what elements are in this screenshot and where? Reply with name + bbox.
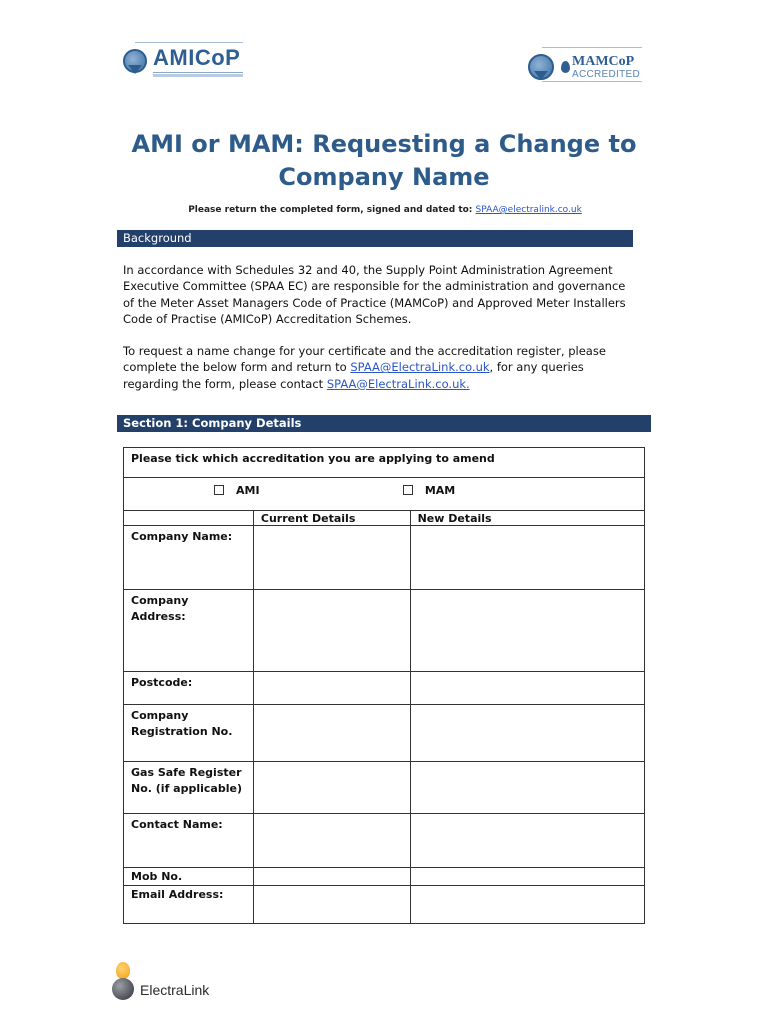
row-label: Gas Safe Register No. (if applicable) bbox=[124, 762, 254, 814]
section-1-heading: Section 1: Company Details bbox=[117, 415, 651, 432]
column-header-new: New Details bbox=[410, 511, 644, 526]
postcode-new-field[interactable] bbox=[410, 672, 644, 705]
mobile-new-field[interactable] bbox=[410, 868, 644, 886]
option-mam-label: MAM bbox=[424, 484, 456, 497]
postcode-current-field[interactable] bbox=[253, 672, 410, 705]
mamcop-accredited-logo bbox=[528, 50, 644, 90]
checkbox-ami[interactable] bbox=[214, 485, 224, 495]
gas-safe-new-field[interactable] bbox=[410, 762, 644, 814]
contact-name-new-field[interactable] bbox=[410, 814, 644, 868]
logo-tagline-bar bbox=[153, 74, 243, 77]
tick-prompt: Please tick which accreditation you are applying to amend bbox=[124, 448, 645, 478]
table-row bbox=[124, 705, 645, 762]
row-label: Company Address: bbox=[124, 590, 254, 672]
company-address-new-field[interactable] bbox=[410, 590, 644, 672]
gas-safe-current-field[interactable] bbox=[253, 762, 410, 814]
globe-icon bbox=[112, 978, 134, 1000]
electralink-logo bbox=[112, 962, 222, 1002]
title-line-2: Company Name bbox=[278, 163, 490, 191]
company-address-current-field[interactable] bbox=[253, 590, 410, 672]
mamcop-brand: MAMCoP bbox=[572, 54, 635, 69]
column-header-current: Current Details bbox=[253, 511, 410, 526]
email-new-field[interactable] bbox=[410, 886, 644, 924]
option-ami[interactable] bbox=[131, 484, 399, 497]
checkbox-mam[interactable] bbox=[403, 485, 413, 495]
amicop-brand: AMICoP bbox=[153, 45, 241, 70]
spaa-email-link[interactable]: SPAA@ElectraLink.co.uk bbox=[350, 360, 490, 375]
paragraph-text: , for any queries regarding the form, please contact bbox=[123, 360, 584, 391]
row-label: Company Name: bbox=[124, 526, 254, 590]
table-row bbox=[124, 886, 645, 924]
table-row bbox=[124, 868, 645, 886]
lightbulb-icon bbox=[116, 962, 130, 979]
option-mam[interactable] bbox=[403, 484, 455, 497]
mamcop-accredited-label: ACCREDITED bbox=[572, 69, 641, 80]
spaa-contact-email-link[interactable]: SPAA@ElectraLink.co.uk. bbox=[326, 376, 470, 391]
contact-name-current-field[interactable] bbox=[253, 814, 410, 868]
option-ami-label: AMI bbox=[236, 484, 260, 497]
logo-rule bbox=[135, 42, 243, 43]
logo-rule bbox=[542, 81, 642, 82]
email-current-field[interactable] bbox=[253, 886, 410, 924]
gas-drop-icon bbox=[561, 61, 570, 73]
table-row bbox=[124, 762, 645, 814]
row-label: Company Registration No. bbox=[124, 705, 254, 762]
return-email-link[interactable]: SPAA@electralink.co.uk bbox=[475, 205, 582, 215]
logo-rule bbox=[542, 47, 642, 48]
paragraph-text: To request a name change for your certificate and the accreditation register, please complete the below form and return to bbox=[123, 344, 606, 375]
company-details-form bbox=[123, 447, 645, 924]
table-row bbox=[124, 672, 645, 705]
column-header-blank bbox=[124, 511, 254, 526]
background-paragraph-1: In accordance with Schedules 32 and 40, the Supply Point Administration Agreement Executive Committee (SPAA EC) are responsible for the administration and governance of the Meter Asset Managers Code of Practice (MAMCoP) and Approved Meter Installers Code of Practise (AMICoP) Accreditation Schemes. bbox=[123, 263, 626, 327]
title-line-1: AMI or MAM: Requesting a Change to bbox=[131, 130, 637, 158]
row-label: Postcode: bbox=[124, 672, 254, 705]
registration-current-field[interactable] bbox=[253, 705, 410, 762]
registration-new-field[interactable] bbox=[410, 705, 644, 762]
company-name-current-field[interactable] bbox=[253, 526, 410, 590]
table-row bbox=[124, 590, 645, 672]
table-row bbox=[124, 814, 645, 868]
mobile-current-field[interactable] bbox=[253, 868, 410, 886]
table-row bbox=[124, 526, 645, 590]
row-label: Mob No. bbox=[124, 868, 254, 886]
return-instruction bbox=[0, 205, 770, 215]
company-name-new-field[interactable] bbox=[410, 526, 644, 590]
accreditation-options bbox=[124, 478, 645, 511]
row-label: Contact Name: bbox=[124, 814, 254, 868]
spaa-badge-icon bbox=[528, 54, 554, 80]
amicop-logo bbox=[123, 46, 245, 82]
return-instruction-text: Please return the completed form, signed and dated to: bbox=[188, 205, 473, 215]
page-title bbox=[100, 128, 668, 194]
logo-rule bbox=[153, 72, 243, 73]
electralink-name: ElectraLink bbox=[140, 982, 210, 998]
background-paragraph-2 bbox=[123, 343, 633, 392]
row-label: Email Address: bbox=[124, 886, 254, 924]
spaa-badge-icon bbox=[123, 49, 147, 73]
background-heading: Background bbox=[117, 230, 633, 247]
